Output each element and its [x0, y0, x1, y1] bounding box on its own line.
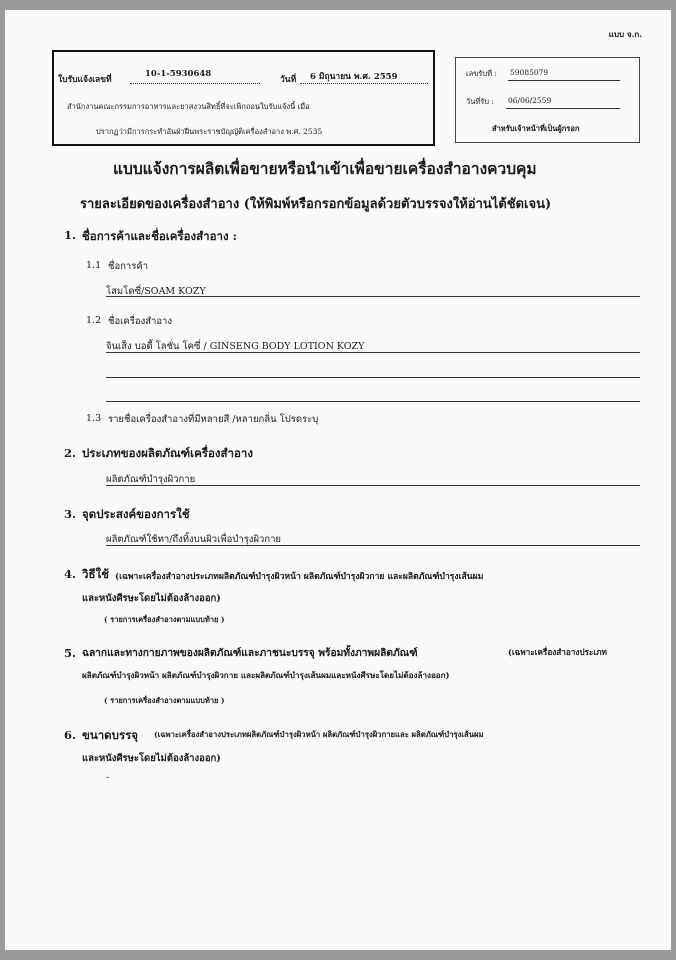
- purpose-line: [106, 545, 640, 546]
- section-1-1-label: ชื่อการค้า: [108, 261, 149, 272]
- notice-date: 6 มิถุนายน พ.ศ. 2559: [310, 72, 398, 82]
- section-4-note: ( รายการเครื่องสำอางตามแบบท้าย ): [104, 615, 225, 624]
- receipt-date-line: [506, 108, 620, 109]
- receipt-footer: สำหรับเจ้าหน้าที่เป็นผู้กรอก: [492, 124, 580, 133]
- section-5-note: ( รายการเครื่องสำอางตามแบบท้าย ): [104, 696, 225, 705]
- section-1-3-label: รายชื่อเครื่องสำอางที่มีหลายสี /หลายกลิ่น โปรดระบุ: [108, 414, 319, 425]
- cosmetic-name-line-1: [106, 352, 640, 353]
- notice-date-line: [300, 83, 428, 84]
- package-size-value: -: [106, 772, 110, 783]
- section-1-2-number: 1.2: [86, 315, 102, 326]
- notice-text-2: ปรากฏว่ามีการกระทำอันฝ่าฝืนพระราชบัญญัติเครื่องสำอาง พ.ศ. 2535: [96, 127, 323, 136]
- section-4-line-1: (เฉพาะเครื่องสำอางประเภทผลิตภัณฑ์บำรุงผิวหน้า ผลิตภัณฑ์บำรุงผิวกาย และผลิตภัณฑ์บำรุงเส้นผม: [115, 572, 484, 582]
- product-type-value: ผลิตภัณฑ์บำรุงผิวกาย: [106, 474, 196, 485]
- section-1-2-label: ชื่อเครื่องสำอาง: [108, 316, 173, 327]
- section-2-label: ประเภทของผลิตภัณฑ์เครื่องสำอาง: [82, 446, 253, 460]
- section-6-label: ขนาดบรรจุ: [82, 728, 139, 742]
- section-1-3-number: 1.3: [86, 413, 102, 424]
- trade-name-line: [106, 296, 640, 297]
- section-6-line-2: และหนังศีรษะโดยไม่ต้องล้างออก): [82, 753, 221, 764]
- section-5-line-1-tail: (เฉพาะเครื่องสำอางประเภท: [508, 647, 607, 657]
- receipt-date: 06/06/2559: [508, 96, 552, 105]
- section-4-line-2: และหนังศีรษะโดยไม่ต้องล้างออก): [82, 593, 221, 604]
- form-code: แบบ จ.ก.: [608, 29, 642, 39]
- form-title: แบบแจ้งการผลิตเพื่อขายหรือนำเข้าเพื่อขายเครื่องสำอางควบคุม: [113, 159, 537, 178]
- section-5-line-2: ผลิตภัณฑ์บำรุงผิวหน้า ผลิตภัณฑ์บำรุงผิวกาย และผลิตภัณฑ์บำรุงเส้นผมและหนังศีรษะโดยไม่ต้องล้างออก): [82, 670, 450, 680]
- section-5-number: 5.: [64, 646, 77, 660]
- receipt-number: 59085079: [510, 68, 549, 77]
- section-1-number: 1.: [64, 228, 77, 242]
- section-6-number: 6.: [64, 728, 77, 742]
- section-2-number: 2.: [64, 446, 77, 460]
- section-1-1-number: 1.1: [86, 260, 102, 271]
- receipt-number-line: [508, 80, 620, 81]
- notice-text-1: สำนักงานคณะกรรมการอาหารและยาสงวนสิทธิ์ที่จะเพิกถอนใบรับแจ้งนี้ เมื่อ: [67, 102, 310, 111]
- document-page: [5, 10, 671, 950]
- section-5-label: ฉลากและทางกายภาพของผลิตภัณฑ์และภาชนะบรรจุ พร้อมทั้งภาพผลิตภัณฑ์: [82, 647, 418, 659]
- section-4-number: 4.: [64, 567, 77, 581]
- purpose-value: ผลิตภัณฑ์ใช้ทา/ถึงทิ้งบนผิวเพื่อบำรุงผิวกาย: [106, 534, 281, 545]
- section-3-label: จุดประสงค์ของการใช้: [82, 507, 190, 521]
- section-4-label: วิธีใช้: [82, 567, 109, 581]
- section-3-number: 3.: [64, 507, 77, 521]
- cosmetic-name-line-2: [106, 377, 640, 378]
- cosmetic-name-value: จินเส็ง บอดี้ โลชั่น โคซี่ / GINSENG BODY LOTION KOZY: [106, 341, 365, 352]
- notice-label: ใบรับแจ้งเลขที่: [58, 75, 112, 85]
- notice-number-line: [130, 83, 260, 84]
- product-type-line: [106, 485, 640, 486]
- section-6-line-1: (เฉพาะเครื่องสำอางประเภทผลิตภัณฑ์บำรุงผิวหน้า ผลิตภัณฑ์บำรุงผิวกายและ ผลิตภัณฑ์บำรุงเส้นผม: [154, 730, 484, 739]
- notice-number: 10-1-5930648: [145, 69, 212, 79]
- form-subtitle: รายละเอียดของเครื่องสำอาง (ให้พิมพ์หรือกรอกข้อมูลด้วยตัวบรรจงให้อ่านได้ชัดเจน): [80, 197, 552, 212]
- receipt-date-label: วันที่รับ :: [466, 97, 494, 106]
- cosmetic-name-line-3: [106, 401, 640, 402]
- trade-name-value: โสมโคซี่/SOAM KOZY: [106, 286, 206, 297]
- notice-date-label: วันที่: [280, 75, 297, 85]
- section-1-label: ชื่อการค้าและชื่อเครื่องสำอาง :: [82, 229, 237, 243]
- receipt-number-label: เลขรับที่ :: [466, 69, 497, 78]
